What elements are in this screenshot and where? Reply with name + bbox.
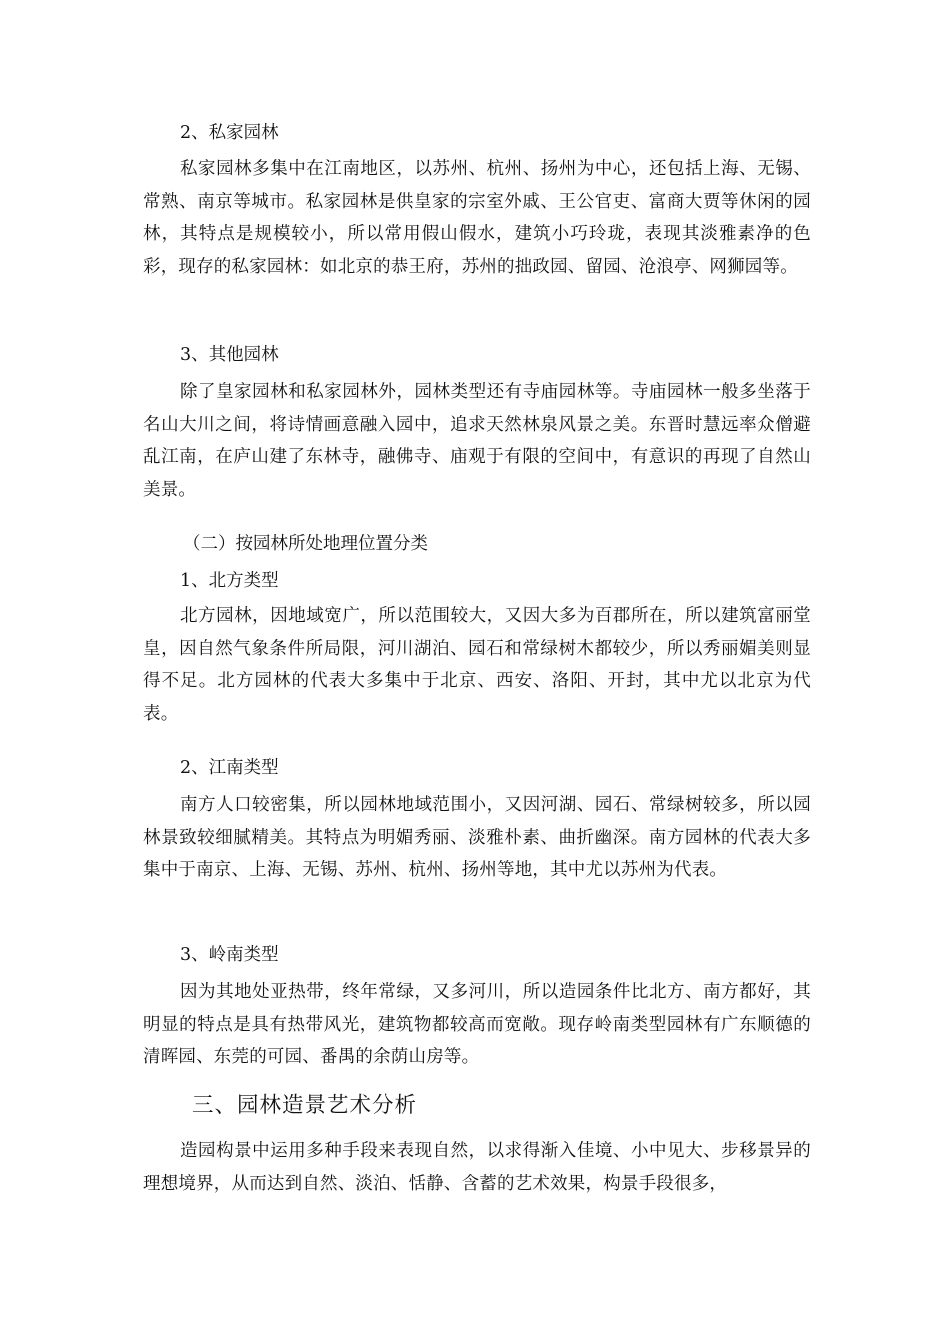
heading-private-gardens: 2、私家园林 (180, 123, 279, 143)
paragraph-garden-art: 造园构景中运用多种手段来表现自然，以求得渐入佳境、小中见大、步移景异的理想境界，从而达到自然、淡泊、恬静、含蓄的艺术效果，构景手段很多， (143, 1141, 811, 1194)
paragraph-jiangnan-type: 南方人口较密集，所以园林地域范围小，又因河湖、园石、常绿树较多，所以园林景致较细腻精美。其特点为明媚秀丽、淡雅朴素、曲折幽深。南方园林的代表大多集中于南京、上海、无锡、苏州、杭州、扬州等地，其中尤以苏州为代表。 (143, 795, 811, 880)
heading-lingnan-type: 3、岭南类型 (180, 945, 279, 965)
heading-geographic-classification: （二）按园林所处地理位置分类 (183, 534, 428, 554)
heading-other-gardens: 3、其他园林 (180, 345, 279, 365)
paragraph-lingnan-type: 因为其地处亚热带，终年常绿，又多河川，所以造园条件比北方、南方都好，其明显的特点是具有热带风光，建筑物都较高而宽敞。现存岭南类型园林有广东顺德的清晖园、东莞的可园、番禺的余荫山房等。 (143, 982, 811, 1067)
paragraph-northern-type: 北方园林，因地域宽广，所以范围较大，又因大多为百郡所在，所以建筑富丽堂皇，因自然气象条件所局限，河川湖泊、园石和常绿树木都较少，所以秀丽媚美则显得不足。北方园林的代表大多集中于北京、西安、洛阳、开封，其中尤以北京为代表。 (143, 606, 811, 724)
paragraph-other-gardens: 除了皇家园林和私家园林外，园林类型还有寺庙园林等。寺庙园林一般多坐落于名山大川之间，将诗情画意融入园中，追求天然林泉风景之美。东晋时慧远率众僧避乱江南，在庐山建了东林寺，融佛寺、庙观于有限的空间中，有意识的再现了自然山美景。 (143, 382, 811, 500)
heading-northern-type: 1、北方类型 (180, 571, 279, 591)
section-title-three: 三、园林造景艺术分析 (192, 1093, 418, 1118)
paragraph-private-gardens: 私家园林多集中在江南地区，以苏州、杭州、扬州为中心，还包括上海、无锡、常熟、南京等城市。私家园林是供皇家的宗室外戚、王公官吏、富商大贾等休闲的园林，其特点是规模较小，所以常用假山假水，建筑小巧玲珑，表现其淡雅素净的色彩，现存的私家园林：如北京的恭王府，苏州的拙政园、留园、沧浪亭、网狮园等。 (143, 159, 811, 277)
heading-jiangnan-type: 2、江南类型 (180, 758, 279, 778)
